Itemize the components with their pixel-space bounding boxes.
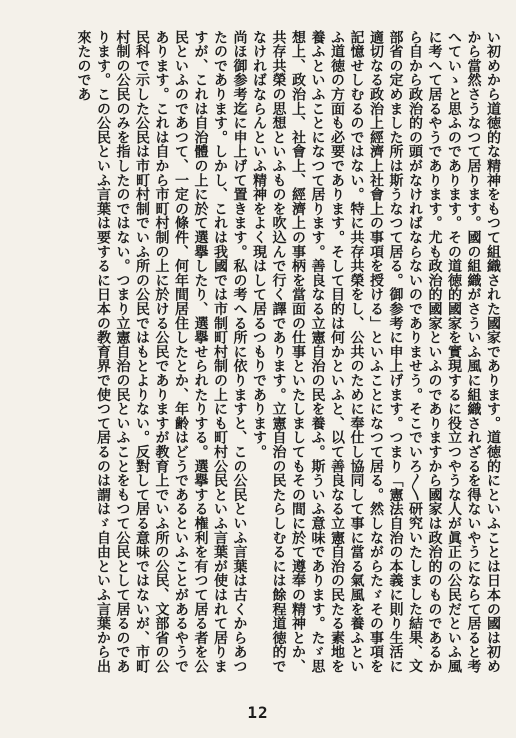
body-text [14,30,502,682]
paragraph-1: い初めから道徳的な精神をもつて組織された國家であります。道徳的にといふことは日本の國は初めから當然さうなつて居ります。國の組織がさういふ風に組織されざるを得ないやうにならて居ると考へていゝと思ふのであります。その道徳的國家を實現するに役立つやうな人が眞正の公民だといふ風に考へて居るやうであります。尤も政治的國家といふのでありますから國家は政治的のものであるから自から政治的の頭がなければならないのでありませう。そこでいろ〳〵研究いたしました結果、文部省の定めました所は斯うなつて居る。御参考に申上げます。つまり「憲法自治の本義に則り生活に適切なる政治上經濟上社會上の事項を授ける」といふことになつて居る。然しながらたゞその事項を記憶せしむるのではない。特に共存共榮をし、公共のために奉仕し協同して事に當る氣風を養ふといふ道徳の方面も必要であります。そして目的は何かといふと、以て善良なる立憲自治の民たる素地を養ふといふことになつて居ります。善良なる立憲自治の民を養ふ。斯ういふ意味であります。たゞ思想上、政治上、社會上、經濟上の事柄を當面の仕事といたしましてもその間に於て遵奉の精神とか、共存共榮の思想といふものを吹込んで行く譯であります。立憲自治の民たらしむるには餘程道徳的でなければならんといふ精神をよく現はして居るつもりであります。 [251,30,501,674]
page-number: 12 [247,703,269,722]
paragraph-2: 尚ほ御参考迄に申上げて置きます。私の考へる所に依りますと、この公民といふ言葉は古くからあつたのであります。しかし、これは我國では市制町村制の上にも町村公民といふ言葉が使はれて居りますが、これは自治體の上に於て選擧したり、選擧せられたりする。選擧する権利を有つて居る者を公民といふのであつて、一定の條件、何年間居住したとか、年齢はどうであるといふことがあるやうであります。これは自から市町村制の上に於ける公民でありますが教育上でいふ所の公民、文部省の公民科で示した公民は市町村制でいふ所の公民ではもとよりない。反對して居る意味ではないが、市町村制の公民のみを指したのではない。つまり立憲自治の民といふことをもつて公民として居るのであります。この公民といふ言葉は要するに日本の教育界で使つて居るのは謂はゞ自由といふ言葉から出來たのであ [75,30,248,674]
